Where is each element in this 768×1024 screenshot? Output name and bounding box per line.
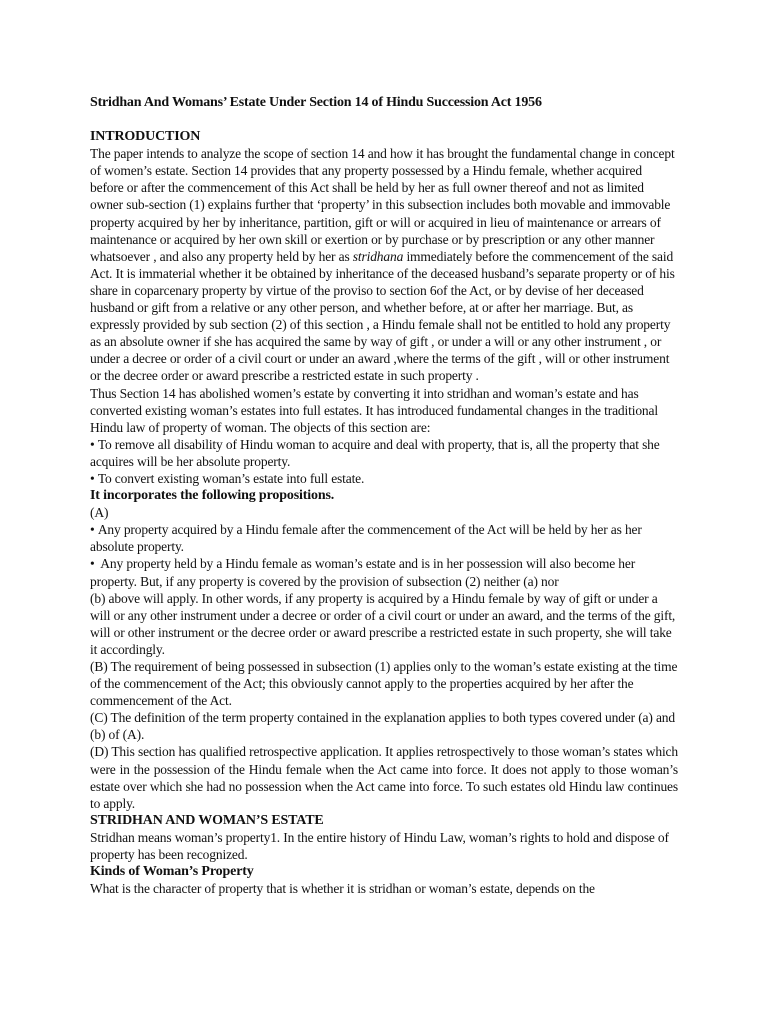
intro-italic-term: stridhana — [352, 248, 404, 264]
introduction-paragraph-1 — [90, 145, 678, 384]
proposition-d: (D) This section has qualified retrospective application. It applies retrospectively to those woman’s states which were in the possession of the Hindu female when the Act came into force. It does not apply to those woman’s estate over which she had no possession when the Act came into force. To such estates old Hindu law continues to apply. — [90, 744, 678, 811]
proposition-a-label: (A) — [90, 505, 109, 521]
intro-text-part-2: immediately before the commencement of the said Act. It is immaterial whether it be obtained by inheritance of the deceased husband’s separate property or of his share in coparcenary property by virtue of the proviso to section 6of the Act, or by devise of her deceased husband or gift from a relative or any other person, and whether before, at or after her marriage. But, as expressly provided by sub section (2) of this section , a Hindu female shall not be entitled to hold any property as an absolute owner if she has acquired the same by way of gift , or under a will or any other instrument , or under a decree or order of a civil court or under an award ,where the terms of the gift , will or other instrument or the decree order or award prescribe a restricted estate in such property . — [90, 248, 675, 384]
object-bullet-1: • To remove all disability of Hindu woman to acquire and deal with property, that is, all the property that she acquires will be her absolute property. — [90, 436, 678, 470]
proposition-b: (B) The requirement of being possessed in subsection (1) applies only to the woman’s estate existing at the time of the commencement of the Act; this obviously cannot apply to the properties acquired by her after the commencement of the Act. — [90, 659, 678, 709]
document-page — [90, 94, 678, 897]
proposition-a-continuation: (b) above will apply. In other words, if any property is acquired by a Hindu female by way of gift or under a will or any other instrument under a decree or order of a civil court or under an award, and the terms of the gift, will or other instrument or the decree order or award prescribe a restricted estate in such property, she will take it accordingly. — [90, 590, 676, 657]
proposition-c: (C) The definition of the term property contained in the explanation applies to both types covered under (a) and (b) of (A). — [90, 710, 676, 743]
introduction-paragraph-2: Thus Section 14 has abolished women’s estate by converting it into stridhan and woman’s estate and has converted existing woman’s estates into full estates. It has introduced fundamental changes in the traditional Hindu law of property of woman. The objects of this section are: — [90, 385, 658, 435]
proposition-a-bullet-2: • Any property held by a Hindu female as woman’s estate and is in her possession will also become her property. But, if any property is covered by the provision of subsection (2) neither (a) nor — [90, 555, 678, 589]
stridhan-heading: STRIDHAN AND WOMAN’S ESTATE — [90, 812, 324, 828]
intro-text-part-1: The paper intends to analyze the scope of section 14 and how it has brought the fundamental change in concept of women’s estate. Section 14 provides that any property possessed by a Hindu female, whether acquired before or after the commencement of this Act shall be held by her as full owner thereof and not as limited owner sub-section (1) explains further that ‘property’ in this subsection includes both movable and immovable property acquired by her by inheritance, partition, gift or will or acquired in lieu of maintenance or arrears of maintenance or acquired by her own skill or exertion or by purchase or by prescription or any other manner whatsoever , and also any property held by her as — [90, 146, 675, 264]
propositions-heading: It incorporates the following propositions. — [90, 488, 335, 504]
kinds-heading: Kinds of Woman’s Property — [90, 864, 254, 880]
object-bullet-2: • To convert existing woman’s estate into full estate. — [90, 470, 678, 487]
introduction-heading: INTRODUCTION — [90, 129, 201, 145]
proposition-a-bullet-1: • Any property acquired by a Hindu female after the commencement of the Act will be held by her as her absolute property. — [90, 521, 678, 555]
kinds-paragraph: What is the character of property that is whether it is stridhan or woman’s estate, depends on the — [90, 881, 595, 897]
document-title: Stridhan And Womans’ Estate Under Section 14 of Hindu Succession Act 1956 — [90, 95, 542, 110]
stridhan-paragraph: Stridhan means woman’s property1. In the entire history of Hindu Law, woman’s rights to hold and dispose of property has been recognized. — [90, 829, 669, 863]
